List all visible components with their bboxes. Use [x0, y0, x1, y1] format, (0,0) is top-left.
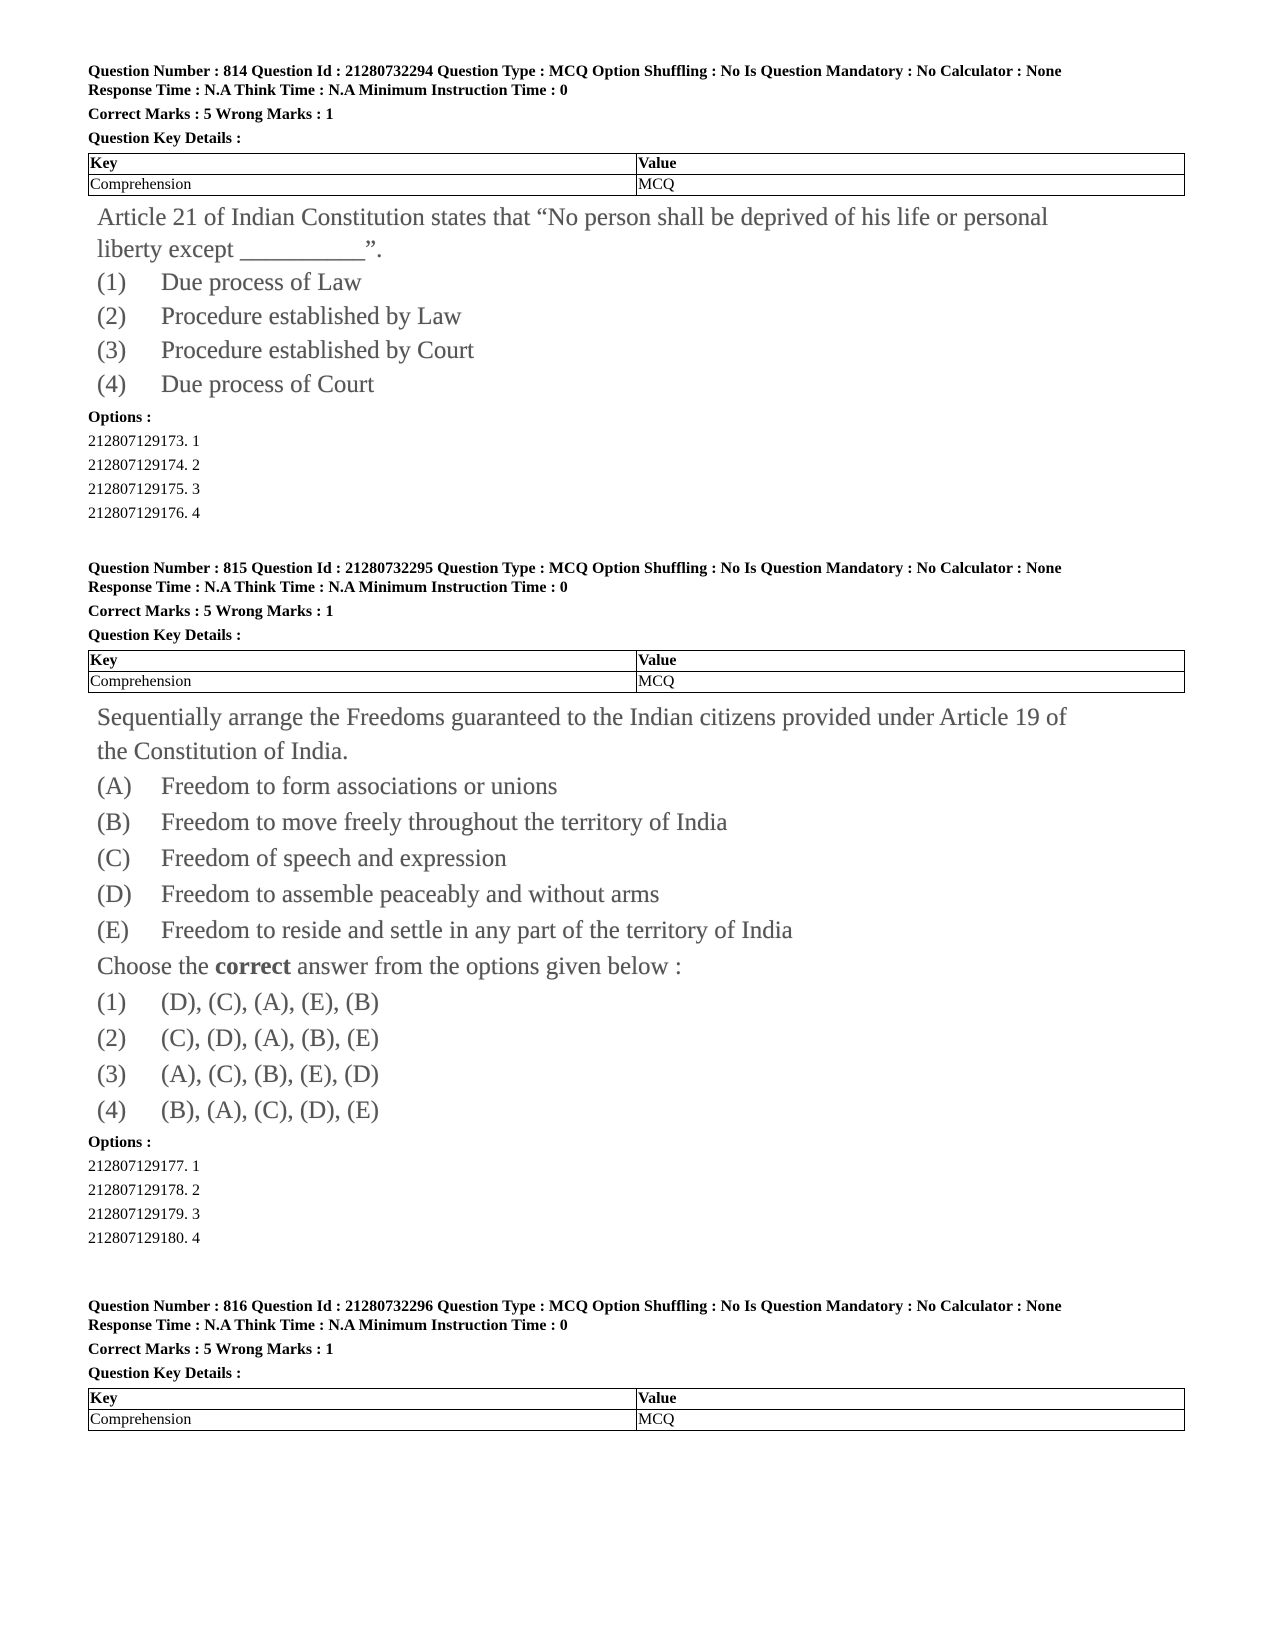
value-cell: MCQ [637, 1410, 1185, 1431]
options-list [88, 406, 1198, 526]
question-header-line2: Response Time : N.A Think Time : N.A Minimum Instruction Time : 0 [88, 1317, 568, 1334]
option-id: 212807129178. 2 [88, 1182, 200, 1199]
choice-item [97, 985, 1198, 1021]
question-image-text [97, 701, 1198, 1129]
statement-label: (A) [97, 773, 132, 800]
options-list [88, 1131, 1198, 1251]
option-id: 212807129175. 3 [88, 481, 200, 498]
option-id: 212807129180. 4 [88, 1230, 200, 1247]
question-header-line1: Question Number : 816 Question Id : 21280732296 Question Type : MCQ Option Shuffling : No Is Question Mandatory : No Calculator : None [88, 1298, 1062, 1315]
choice-number: (3) [97, 337, 127, 364]
choice-text: Procedure established by Court [161, 337, 475, 364]
question-stem-line1: Article 21 of Indian Constitution states that “No person shall be deprived of his life or personal [97, 204, 1049, 231]
statement-text: Freedom of speech and expression [161, 845, 507, 872]
value-header: Value [637, 154, 1185, 175]
choice-item [97, 368, 1198, 402]
question-stem-line1: Sequentially arrange the Freedoms guaranteed to the Indian citizens provided under Article 19 of [97, 704, 1067, 731]
choice-text: (A), (C), (B), (E), (D) [161, 1061, 379, 1088]
choice-item [97, 300, 1198, 334]
choice-text: Due process of Court [161, 371, 375, 398]
choose-post: answer from the options given below : [290, 953, 682, 980]
value-cell: MCQ [637, 175, 1185, 196]
key-details-label: Question Key Details : [88, 627, 242, 644]
key-details-label: Question Key Details : [88, 130, 242, 147]
statement-text: Freedom to reside and settle in any part of the territory of India [161, 917, 793, 944]
choose-bold: correct [215, 953, 291, 980]
key-cell: Comprehension [89, 1410, 637, 1431]
question-header-line2: Response Time : N.A Think Time : N.A Minimum Instruction Time : 0 [88, 579, 568, 596]
question-815 [88, 559, 1198, 1251]
option-id: 212807129177. 1 [88, 1158, 200, 1175]
question-meta [88, 559, 1198, 645]
option-id: 212807129173. 1 [88, 433, 200, 450]
key-details-label: Question Key Details : [88, 1365, 242, 1382]
statement-text: Freedom to assemble peaceably and without arms [161, 881, 660, 908]
choose-pre: Choose the [97, 953, 216, 980]
options-label: Options : [88, 1134, 152, 1151]
statement-item [97, 877, 1198, 913]
choice-text: Procedure established by Law [161, 303, 462, 330]
option-id: 212807129176. 4 [88, 505, 200, 522]
key-header: Key [89, 651, 637, 672]
choice-text: Due process of Law [161, 269, 362, 296]
statement-label: (B) [97, 809, 131, 836]
choice-number: (1) [97, 989, 127, 1016]
marks-line: Correct Marks : 5 Wrong Marks : 1 [88, 1341, 334, 1358]
question-stem-line2: the Constitution of India. [97, 738, 349, 765]
option-id: 212807129174. 2 [88, 457, 200, 474]
options-label: Options : [88, 409, 152, 426]
choice-item [97, 1093, 1198, 1129]
question-meta [88, 62, 1198, 148]
question-814 [88, 62, 1198, 526]
choice-item [97, 334, 1198, 368]
marks-line: Correct Marks : 5 Wrong Marks : 1 [88, 106, 334, 123]
question-meta [88, 1297, 1198, 1383]
choose-instruction [97, 949, 1198, 985]
marks-line: Correct Marks : 5 Wrong Marks : 1 [88, 603, 334, 620]
key-header: Key [89, 1389, 637, 1410]
question-header-line1: Question Number : 815 Question Id : 21280732295 Question Type : MCQ Option Shuffling : No Is Question Mandatory : No Calculator : None [88, 560, 1062, 577]
question-816 [88, 1297, 1198, 1431]
statement-item [97, 841, 1198, 877]
statement-item [97, 805, 1198, 841]
statement-item [97, 913, 1198, 949]
statement-label: (C) [97, 845, 131, 872]
statement-item [97, 769, 1198, 805]
statement-text: Freedom to move freely throughout the territory of India [161, 809, 728, 836]
key-value-table [88, 1388, 1185, 1431]
choice-text: (D), (C), (A), (E), (B) [161, 989, 379, 1016]
choice-number: (2) [97, 303, 127, 330]
choice-item [97, 266, 1198, 300]
key-cell: Comprehension [89, 175, 637, 196]
choice-text: (B), (A), (C), (D), (E) [161, 1097, 379, 1124]
value-header: Value [637, 1389, 1185, 1410]
statement-text: Freedom to form associations or unions [161, 773, 558, 800]
choice-item [97, 1021, 1198, 1057]
key-value-table [88, 650, 1185, 693]
value-header: Value [637, 651, 1185, 672]
question-header-line2: Response Time : N.A Think Time : N.A Minimum Instruction Time : 0 [88, 82, 568, 99]
choice-text: (C), (D), (A), (B), (E) [161, 1025, 379, 1052]
choice-number: (1) [97, 269, 127, 296]
value-cell: MCQ [637, 672, 1185, 693]
question-image-text [97, 202, 1198, 402]
choice-number: (2) [97, 1025, 127, 1052]
choice-number: (3) [97, 1061, 127, 1088]
key-header: Key [89, 154, 637, 175]
choice-item [97, 1057, 1198, 1093]
question-header-line1: Question Number : 814 Question Id : 21280732294 Question Type : MCQ Option Shuffling : No Is Question Mandatory : No Calculator : None [88, 63, 1062, 80]
question-stem-line2: liberty except __________”. [97, 236, 383, 263]
key-cell: Comprehension [89, 672, 637, 693]
choice-number: (4) [97, 1097, 127, 1124]
statement-label: (E) [97, 917, 129, 944]
statement-label: (D) [97, 881, 132, 908]
key-value-table [88, 153, 1185, 196]
option-id: 212807129179. 3 [88, 1206, 200, 1223]
choice-number: (4) [97, 371, 127, 398]
